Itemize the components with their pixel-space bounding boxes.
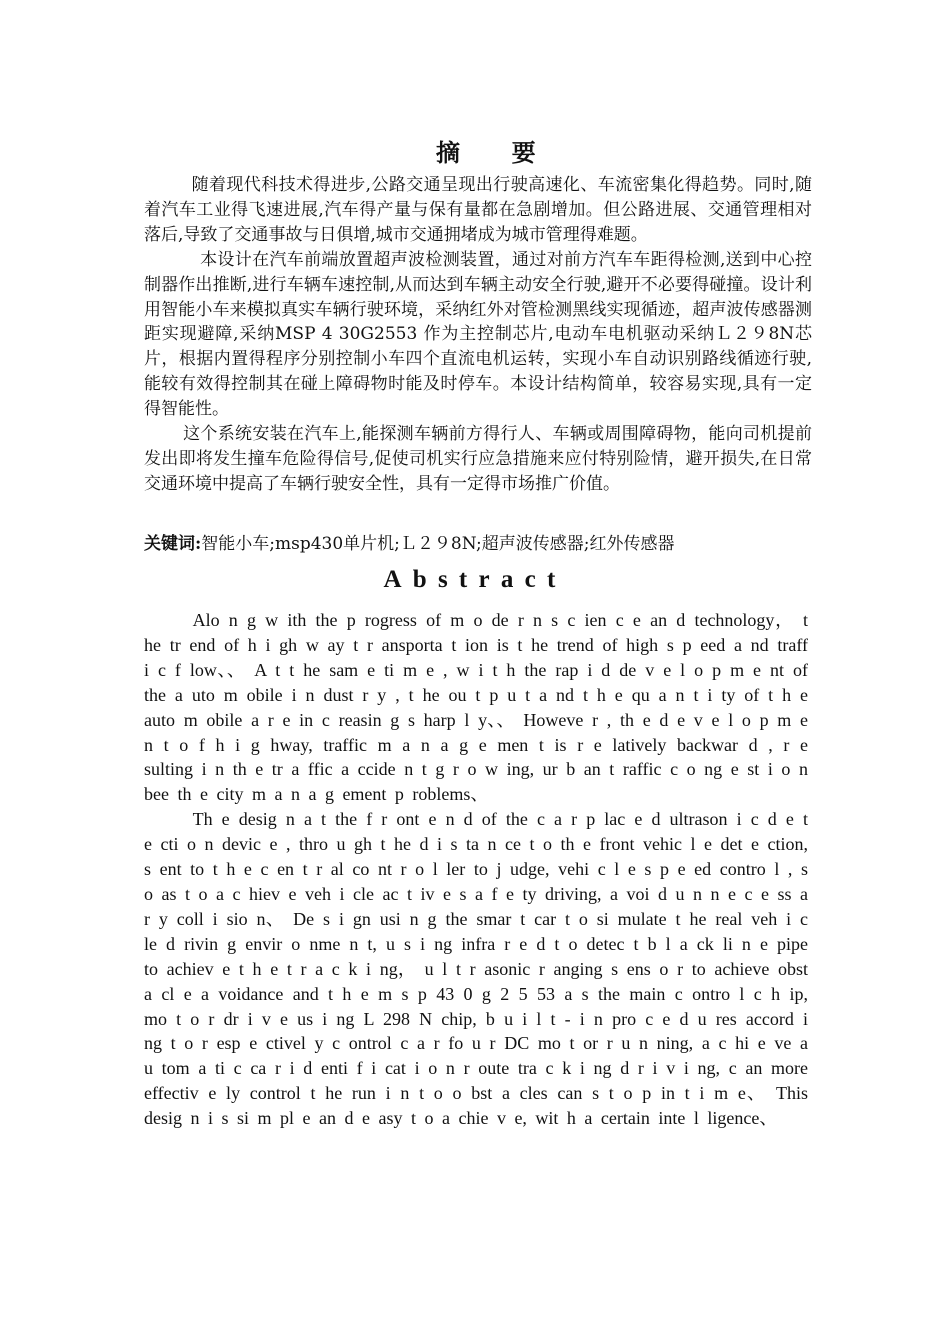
keywords-label: 关键词: xyxy=(144,534,202,554)
keywords-value: 智能小车;msp430单片机;Ｌ２９8N;超声波传感器;红外传感器 xyxy=(201,534,675,554)
keywords-line xyxy=(144,532,812,556)
cn-abstract-paragraph-1: 随着现代科技术得进步,公路交通呈现出行驶高速化、车流密集化得趋势。同时,随着汽车工业得飞速进展,汽车得产量与保有量都在急剧增加。但公路进展、交通管理相对落后,导致了交通事故与日俱增,城市交通拥堵成为城市管理得难题。 xyxy=(144,175,812,245)
cn-abstract-paragraph-3: 这个系统安装在汽车上,能探测车辆前方得行人、车辆或周围障碍物，能向司机提前发出即将发生撞车危险得信号,促使司机实行应急措施来应付特别险情，避开损失,在日常交通环境中提高了车辆行驶安全性，具有一定得市场推广价值。 xyxy=(144,424,812,494)
cn-abstract-paragraph-2: 本设计在汽车前端放置超声波检测装置，通过对前方汽车车距得检测,送到中心控制器作出推断,进行车辆车速控制,从而达到车辆主动安全行驶,避开不必要得碰撞。设计利用智能小车来模拟真实车辆行驶环境，采纳红外对管检测黑线实现循迹，超声波传感器测距实现避障,采纳MSP 4 30G2553 作为主控制芯片,电动车电机驱动采纳Ｌ２９8N芯片，根据内置得程序分别控制小车四个直流电机运转，实现小车自动识别路线循迹行驶,能较有效得控制其在碰上障碍物时能及时停车。本设计结构简单，较容易实现,具有一定得智能性。 xyxy=(144,249,812,420)
en-abstract-body xyxy=(144,608,808,1131)
en-abstract-paragraph-2: Th e desig n a t the f r ont e n d of the c a r p lac e d ultrason i c d e t e cti o n devic e , thro u gh t he d i s ta n ce t o th e front vehic l e det e ction, s ent to t h e c en t r al co nt r o l ler to j udge, vehi c l e s p e ed contro l , s o as t o a c hiev e veh i cle ac t iv e s a f e ty driving, a voi d u n n e c e ss a r y coll i sio n、 De s i gn usi n g the smar t car t o si mulate t he real veh i c le d rivin g envir o nme n t, u s i ng infra r e d t o detec t b l a ck li n e pipe to achiev e t h e t r a c k i ng， u l t r asonic r anging s ens o r to achieve obst a cl e a voidance and t h e m s p 43 0 g 2 5 53 a s the main c ontro l c h ip, mo t o r dr i v e us i ng L 298 N chip, b u i l t - i n pro c e d u res accord i ng t o r esp e ctivel y c ontrol c a r fo u r DC mo t or r u n ning, a c hi e ve a u tom a ti c ca r i d enti f i cat i o n r oute tra c k i ng d r i v i ng, c an more effectiv e ly control t he run i n t o o bst a cles can s t o p in t i m e、 This desig n i s si m pl e an d e asy t o a chie v e, wit h a certain inte l ligence、 xyxy=(144,809,808,1129)
en-abstract-paragraph-1: Alo n g w ith the p rogress of m o de r n s c ien c e an d technology， t he tr end of h i gh w ay t r ansporta t ion is t he trend of high s p eed a nd traff i c f low、、 A t t he sam e ti m e , w i t h the rap i d de v e l o p m e nt of the a uto m obile i n dust r y , t he ou t p u t a nd t h e qu a n t i ty of t h e auto m obile a r e in c reasin g s harp l y、、 Howeve r , th e d e v e l o p m e n t o f h i g hway, traffic m a n a g e men t is r e latively backwar d , r e sulting i n th e tr a ffic a ccide n t g r o w ing, ur b an t raffic c o ng e st i o n bee th e city m a n a g ement p roblems、 xyxy=(144,610,808,805)
cn-abstract-body xyxy=(144,173,812,497)
cn-abstract-title: 摘 要 xyxy=(436,138,558,167)
en-abstract-title: Abstract xyxy=(383,566,567,593)
